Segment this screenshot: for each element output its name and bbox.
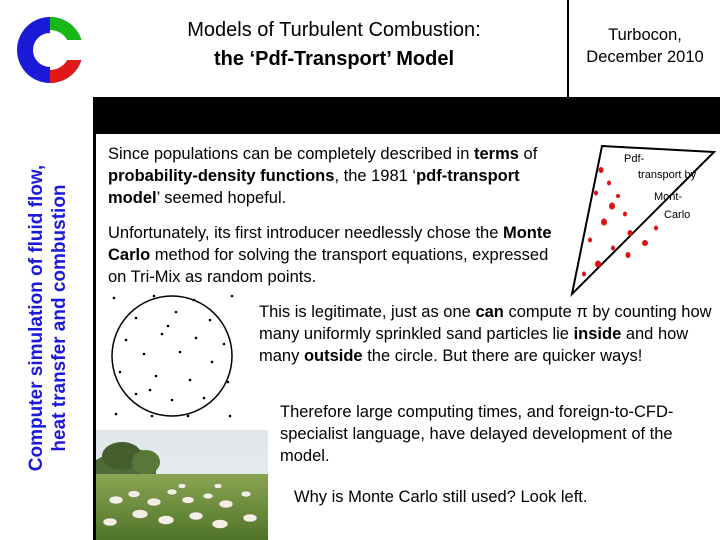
p1-text: , the 1981 ‘ <box>334 167 417 185</box>
pdf-triangle-figure <box>568 140 718 298</box>
p1-text: ’ seemed hopeful. <box>156 189 287 207</box>
side-caption-line-2: heat transfer and combustion <box>49 184 70 452</box>
org-date-block <box>572 24 718 68</box>
paragraph-2 <box>108 222 568 288</box>
p3-text: This is legitimate, just as one <box>259 303 476 321</box>
title-line-1: Models of Turbulent Combustion: <box>187 19 481 41</box>
sheep-field-photo <box>96 430 268 540</box>
logo <box>14 14 86 86</box>
paragraph-3 <box>259 301 719 367</box>
monte-carlo-circle-figure <box>106 290 238 422</box>
paragraph-5: Why is Monte Carlo still used? Look left. <box>294 488 588 506</box>
header-divider <box>567 0 569 98</box>
side-caption <box>25 98 71 538</box>
p2-bold-monte-carlo: Monte Carlo <box>108 224 552 264</box>
p3-text: by counting how many uniformly sprinkled sand particles lie <box>259 303 712 343</box>
triangle-label-2: transport by <box>638 169 697 181</box>
p3-bold-can: can <box>475 303 504 321</box>
paragraph-4: Therefore large computing times, and foreign-to-CFD-specialist language, have delayed development of the model. <box>280 403 674 465</box>
triangle-label-4: Carlo <box>664 209 691 221</box>
title-line-2: the ‘Pdf-Transport’ Model <box>213 48 454 70</box>
p1-text: Since populations can be completely described in <box>108 145 474 163</box>
p3-text: the circle. But there are quicker ways! <box>362 347 643 365</box>
header-black-bar <box>0 97 720 134</box>
p1-bold-terms: terms <box>473 145 519 163</box>
p1-bold-pdf: probability-density functions <box>108 167 335 185</box>
paragraph-1 <box>108 143 568 209</box>
p3-text: compute <box>503 303 577 321</box>
p3-bold-outside: outside <box>303 347 363 365</box>
date-label: December 2010 <box>586 48 704 66</box>
triangle-label-1: Pdf- <box>624 153 645 165</box>
page-title <box>100 16 568 74</box>
pi-symbol: π <box>576 303 588 321</box>
p1-bold-model: pdf-transport model <box>108 167 520 207</box>
org-name: Turbocon, <box>608 26 682 44</box>
p3-text: and how many <box>259 325 689 365</box>
p1-text: of <box>518 145 538 163</box>
side-caption-line-1: Computer simulation of fluid flow, <box>26 164 47 472</box>
p2-text: method for solving the transport equations, expressed on Tri-Mix as random points. <box>108 246 549 286</box>
p3-bold-inside: inside <box>573 325 622 343</box>
triangle-label-3: Mont- <box>654 191 683 203</box>
p2-text: Unfortunately, its first introducer needlessly chose the <box>108 224 503 242</box>
